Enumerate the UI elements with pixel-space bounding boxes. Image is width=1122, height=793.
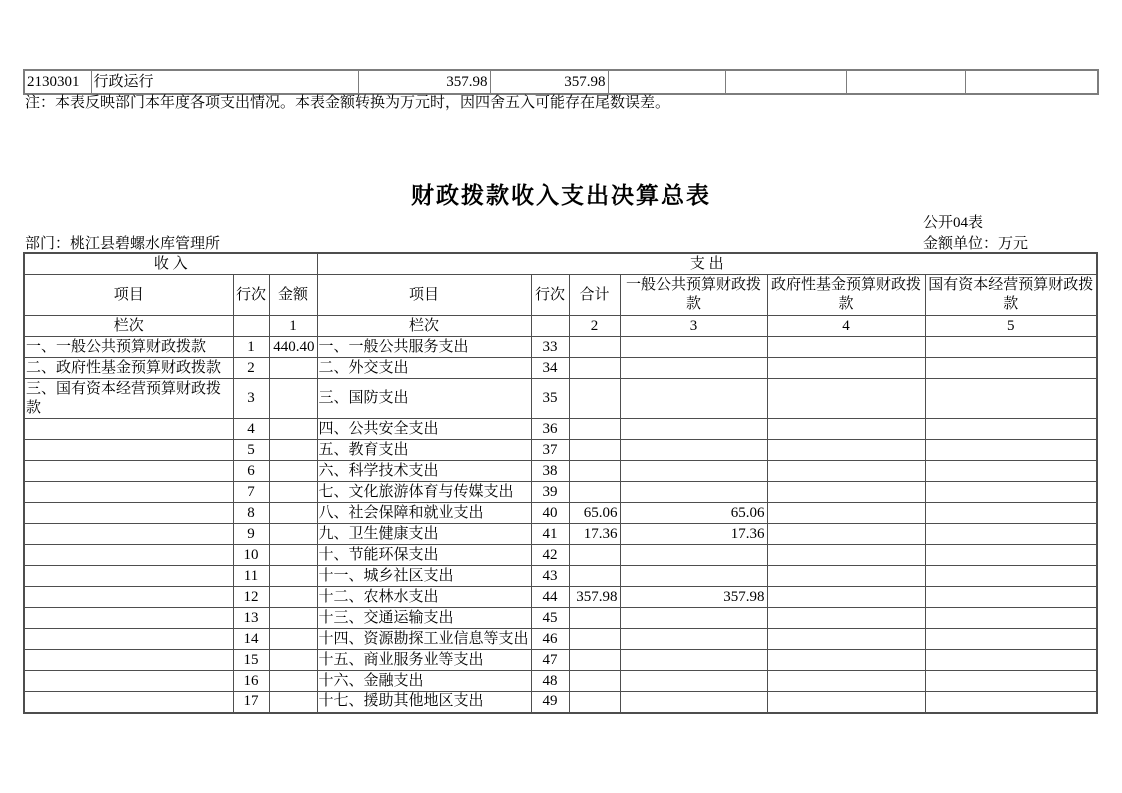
cell-expense-line: 49 (531, 692, 569, 713)
cell-total (569, 419, 620, 440)
cell-state-capital (925, 629, 1097, 650)
cell-general (620, 379, 767, 419)
cell-total (569, 692, 620, 713)
cell-total (569, 379, 620, 419)
cell-expense-item: 十七、援助其他地区支出 (317, 692, 531, 713)
group-header-row (24, 253, 1097, 275)
cell-state-capital (925, 482, 1097, 503)
cell-income-line: 9 (233, 524, 269, 545)
cell-income-line: 3 (233, 379, 269, 419)
cell-general (620, 482, 767, 503)
cell-income-item (24, 545, 233, 566)
cell-gov-fund (767, 587, 925, 608)
cell-income-amount (269, 608, 317, 629)
cell-gov-fund (767, 419, 925, 440)
cell-value (725, 70, 846, 94)
cell-income-amount (269, 650, 317, 671)
unit-label: 金额单位：万元 (923, 236, 1029, 252)
cell-value (608, 70, 725, 94)
cell-total (569, 358, 620, 379)
cell-expense-item: 四、公共安全支出 (317, 419, 531, 440)
income-group-header: 收 入 (24, 253, 317, 275)
table-row (24, 587, 1097, 608)
cell-gov-fund (767, 337, 925, 358)
cell-total (569, 671, 620, 692)
cell-expense-item: 十四、资源勘探工业信息等支出 (317, 629, 531, 650)
cell-total (569, 545, 620, 566)
main-table-header (24, 253, 1097, 337)
cell-expense-line: 39 (531, 482, 569, 503)
cell-total (569, 461, 620, 482)
cell-income-item: 一、一般公共预算财政拨款 (24, 337, 233, 358)
cell-gov-fund (767, 503, 925, 524)
cell-income-line: 8 (233, 503, 269, 524)
cell-income-amount (269, 503, 317, 524)
cell-general (620, 566, 767, 587)
cell-gov-fund (767, 524, 925, 545)
cell-expense-item: 二、外交支出 (317, 358, 531, 379)
cell-income-amount (269, 358, 317, 379)
cell-general (620, 608, 767, 629)
cell-expense-item: 十五、商业服务业等支出 (317, 650, 531, 671)
cell-expense-line: 34 (531, 358, 569, 379)
cell-general: 65.06 (620, 503, 767, 524)
table-row (24, 337, 1097, 358)
cell-general (620, 461, 767, 482)
cell-income-amount (269, 566, 317, 587)
cell-expense-line: 35 (531, 379, 569, 419)
cell-expense-line: 42 (531, 545, 569, 566)
cell-general (620, 629, 767, 650)
fiscal-summary-table (23, 252, 1098, 714)
column-header-income-line: 行次 (233, 275, 269, 316)
cell-income-amount (269, 379, 317, 419)
cell-income-line: 4 (233, 419, 269, 440)
cell-income-amount (269, 671, 317, 692)
cell-gov-fund (767, 358, 925, 379)
cell-state-capital (925, 461, 1097, 482)
index-cell: 2 (569, 316, 620, 337)
index-cell: 栏次 (24, 316, 233, 337)
cell-state-capital (925, 587, 1097, 608)
cell-income-line: 1 (233, 337, 269, 358)
cell-state-capital (925, 337, 1097, 358)
cell-state-capital (925, 358, 1097, 379)
table-row (24, 671, 1097, 692)
cell-income-item (24, 566, 233, 587)
index-cell: 3 (620, 316, 767, 337)
cell-total: 17.36 (569, 524, 620, 545)
table-row (24, 379, 1097, 419)
table-row (24, 629, 1097, 650)
cell-expense-item: 七、文化旅游体育与传媒支出 (317, 482, 531, 503)
cell-value: 357.98 (490, 70, 608, 94)
cell-general (620, 440, 767, 461)
column-header-expense-line: 行次 (531, 275, 569, 316)
cell-state-capital (925, 440, 1097, 461)
cell-income-amount (269, 440, 317, 461)
cell-state-capital (925, 566, 1097, 587)
cell-expense-line: 48 (531, 671, 569, 692)
cell-income-amount (269, 461, 317, 482)
cell-expense-line: 33 (531, 337, 569, 358)
table-row (24, 440, 1097, 461)
cell-state-capital (925, 608, 1097, 629)
cell-income-item (24, 503, 233, 524)
cell-income-line: 13 (233, 608, 269, 629)
cell-subject-name: 行政运行 (91, 70, 358, 94)
cell-income-item (24, 671, 233, 692)
cell-gov-fund (767, 629, 925, 650)
cell-total (569, 650, 620, 671)
cell-income-item (24, 524, 233, 545)
cell-state-capital (925, 545, 1097, 566)
cell-income-line: 6 (233, 461, 269, 482)
index-cell: 4 (767, 316, 925, 337)
column-header-expense-item: 项目 (317, 275, 531, 316)
index-cell: 栏次 (317, 316, 531, 337)
cell-income-item (24, 482, 233, 503)
department-label: 部门：桃江县碧螺水库管理所 (25, 236, 221, 252)
cell-value (846, 70, 965, 94)
cell-expense-line: 40 (531, 503, 569, 524)
cell-income-amount: 440.40 (269, 337, 317, 358)
column-header-gov-fund: 政府性基金预算财政拨款 (767, 275, 925, 316)
cell-income-amount (269, 419, 317, 440)
table-row (24, 482, 1097, 503)
table-row (24, 692, 1097, 713)
table-row (24, 608, 1097, 629)
cell-income-line: 7 (233, 482, 269, 503)
cell-income-item (24, 629, 233, 650)
cell-income-item: 二、政府性基金预算财政拨款 (24, 358, 233, 379)
cell-expense-line: 36 (531, 419, 569, 440)
cell-general (620, 692, 767, 713)
column-header-income-item: 项目 (24, 275, 233, 316)
cell-state-capital (925, 503, 1097, 524)
cell-state-capital (925, 524, 1097, 545)
cell-income-amount (269, 482, 317, 503)
cell-income-line: 10 (233, 545, 269, 566)
table-row (24, 566, 1097, 587)
cell-expense-item: 五、教育支出 (317, 440, 531, 461)
cell-gov-fund (767, 545, 925, 566)
cell-income-item (24, 692, 233, 713)
cell-income-line: 14 (233, 629, 269, 650)
cell-expense-line: 45 (531, 608, 569, 629)
column-header-state-capital: 国有资本经营预算财政拨款 (925, 275, 1097, 316)
cell-expense-item: 九、卫生健康支出 (317, 524, 531, 545)
form-code-label: 公开04表 (923, 215, 984, 231)
column-header-total: 合计 (569, 275, 620, 316)
table-row (24, 461, 1097, 482)
expense-group-header: 支 出 (317, 253, 1097, 275)
column-header-income-amount: 金额 (269, 275, 317, 316)
cell-gov-fund (767, 566, 925, 587)
cell-income-line: 5 (233, 440, 269, 461)
cell-general (620, 671, 767, 692)
cell-expense-item: 十二、农林水支出 (317, 587, 531, 608)
cell-income-amount (269, 545, 317, 566)
index-cell: 1 (269, 316, 317, 337)
cell-total (569, 440, 620, 461)
index-cell (531, 316, 569, 337)
cell-total (569, 482, 620, 503)
cell-expense-line: 46 (531, 629, 569, 650)
cell-income-amount (269, 692, 317, 713)
cell-total (569, 566, 620, 587)
cell-gov-fund (767, 440, 925, 461)
cell-income-item: 三、国有资本经营预算财政拨款 (24, 379, 233, 419)
cell-expense-line: 38 (531, 461, 569, 482)
column-header-general-budget: 一般公共预算财政拨款 (620, 275, 767, 316)
cell-gov-fund (767, 461, 925, 482)
cell-general (620, 337, 767, 358)
cell-total: 357.98 (569, 587, 620, 608)
cell-gov-fund (767, 692, 925, 713)
table-row (24, 650, 1097, 671)
cell-gov-fund (767, 671, 925, 692)
cell-total: 65.06 (569, 503, 620, 524)
cell-state-capital (925, 671, 1097, 692)
cell-expense-item: 三、国防支出 (317, 379, 531, 419)
cell-income-line: 12 (233, 587, 269, 608)
cell-income-item (24, 419, 233, 440)
cell-general (620, 650, 767, 671)
table-row (24, 503, 1097, 524)
cell-subject-code: 2130301 (24, 70, 91, 94)
cell-general (620, 358, 767, 379)
cell-state-capital (925, 650, 1097, 671)
cell-expense-item: 十、节能环保支出 (317, 545, 531, 566)
table-row (24, 419, 1097, 440)
cell-income-line: 11 (233, 566, 269, 587)
cell-state-capital (925, 419, 1097, 440)
cell-expense-item: 六、科学技术支出 (317, 461, 531, 482)
cell-total (569, 337, 620, 358)
previous-expense-table (23, 69, 1099, 95)
cell-income-line: 15 (233, 650, 269, 671)
cell-income-amount (269, 524, 317, 545)
cell-value: 357.98 (358, 70, 490, 94)
cell-gov-fund (767, 650, 925, 671)
cell-expense-item: 一、一般公共服务支出 (317, 337, 531, 358)
cell-expense-item: 十一、城乡社区支出 (317, 566, 531, 587)
index-row (24, 316, 1097, 337)
cell-income-item (24, 461, 233, 482)
table-row (24, 358, 1097, 379)
cell-expense-item: 十三、交通运输支出 (317, 608, 531, 629)
main-table-body (24, 337, 1097, 713)
index-cell (233, 316, 269, 337)
column-header-row (24, 275, 1097, 316)
cell-income-amount (269, 587, 317, 608)
cell-expense-line: 43 (531, 566, 569, 587)
table-row (24, 545, 1097, 566)
cell-expense-line: 37 (531, 440, 569, 461)
cell-income-item (24, 440, 233, 461)
cell-general (620, 545, 767, 566)
cell-expense-line: 44 (531, 587, 569, 608)
cell-value (965, 70, 1098, 94)
cell-income-line: 2 (233, 358, 269, 379)
page-title: 财政拨款收入支出决算总表 (411, 183, 711, 208)
index-cell: 5 (925, 316, 1097, 337)
cell-general: 17.36 (620, 524, 767, 545)
cell-income-amount (269, 629, 317, 650)
cell-general: 357.98 (620, 587, 767, 608)
cell-total (569, 629, 620, 650)
cell-expense-line: 41 (531, 524, 569, 545)
cell-income-item (24, 587, 233, 608)
cell-income-line: 16 (233, 671, 269, 692)
cell-general (620, 419, 767, 440)
cell-gov-fund (767, 608, 925, 629)
cell-expense-item: 十六、金融支出 (317, 671, 531, 692)
cell-income-item (24, 608, 233, 629)
table-row (24, 524, 1097, 545)
cell-state-capital (925, 692, 1097, 713)
cell-income-item (24, 650, 233, 671)
cell-expense-line: 47 (531, 650, 569, 671)
cell-gov-fund (767, 379, 925, 419)
cell-income-line: 17 (233, 692, 269, 713)
cell-gov-fund (767, 482, 925, 503)
cell-total (569, 608, 620, 629)
table-row (24, 70, 1098, 94)
cell-state-capital (925, 379, 1097, 419)
cell-expense-item: 八、社会保障和就业支出 (317, 503, 531, 524)
footnote-text: 注：本表反映部门本年度各项支出情况。本表金额转换为万元时，因四舍五入可能存在尾数误差。 (25, 95, 671, 111)
